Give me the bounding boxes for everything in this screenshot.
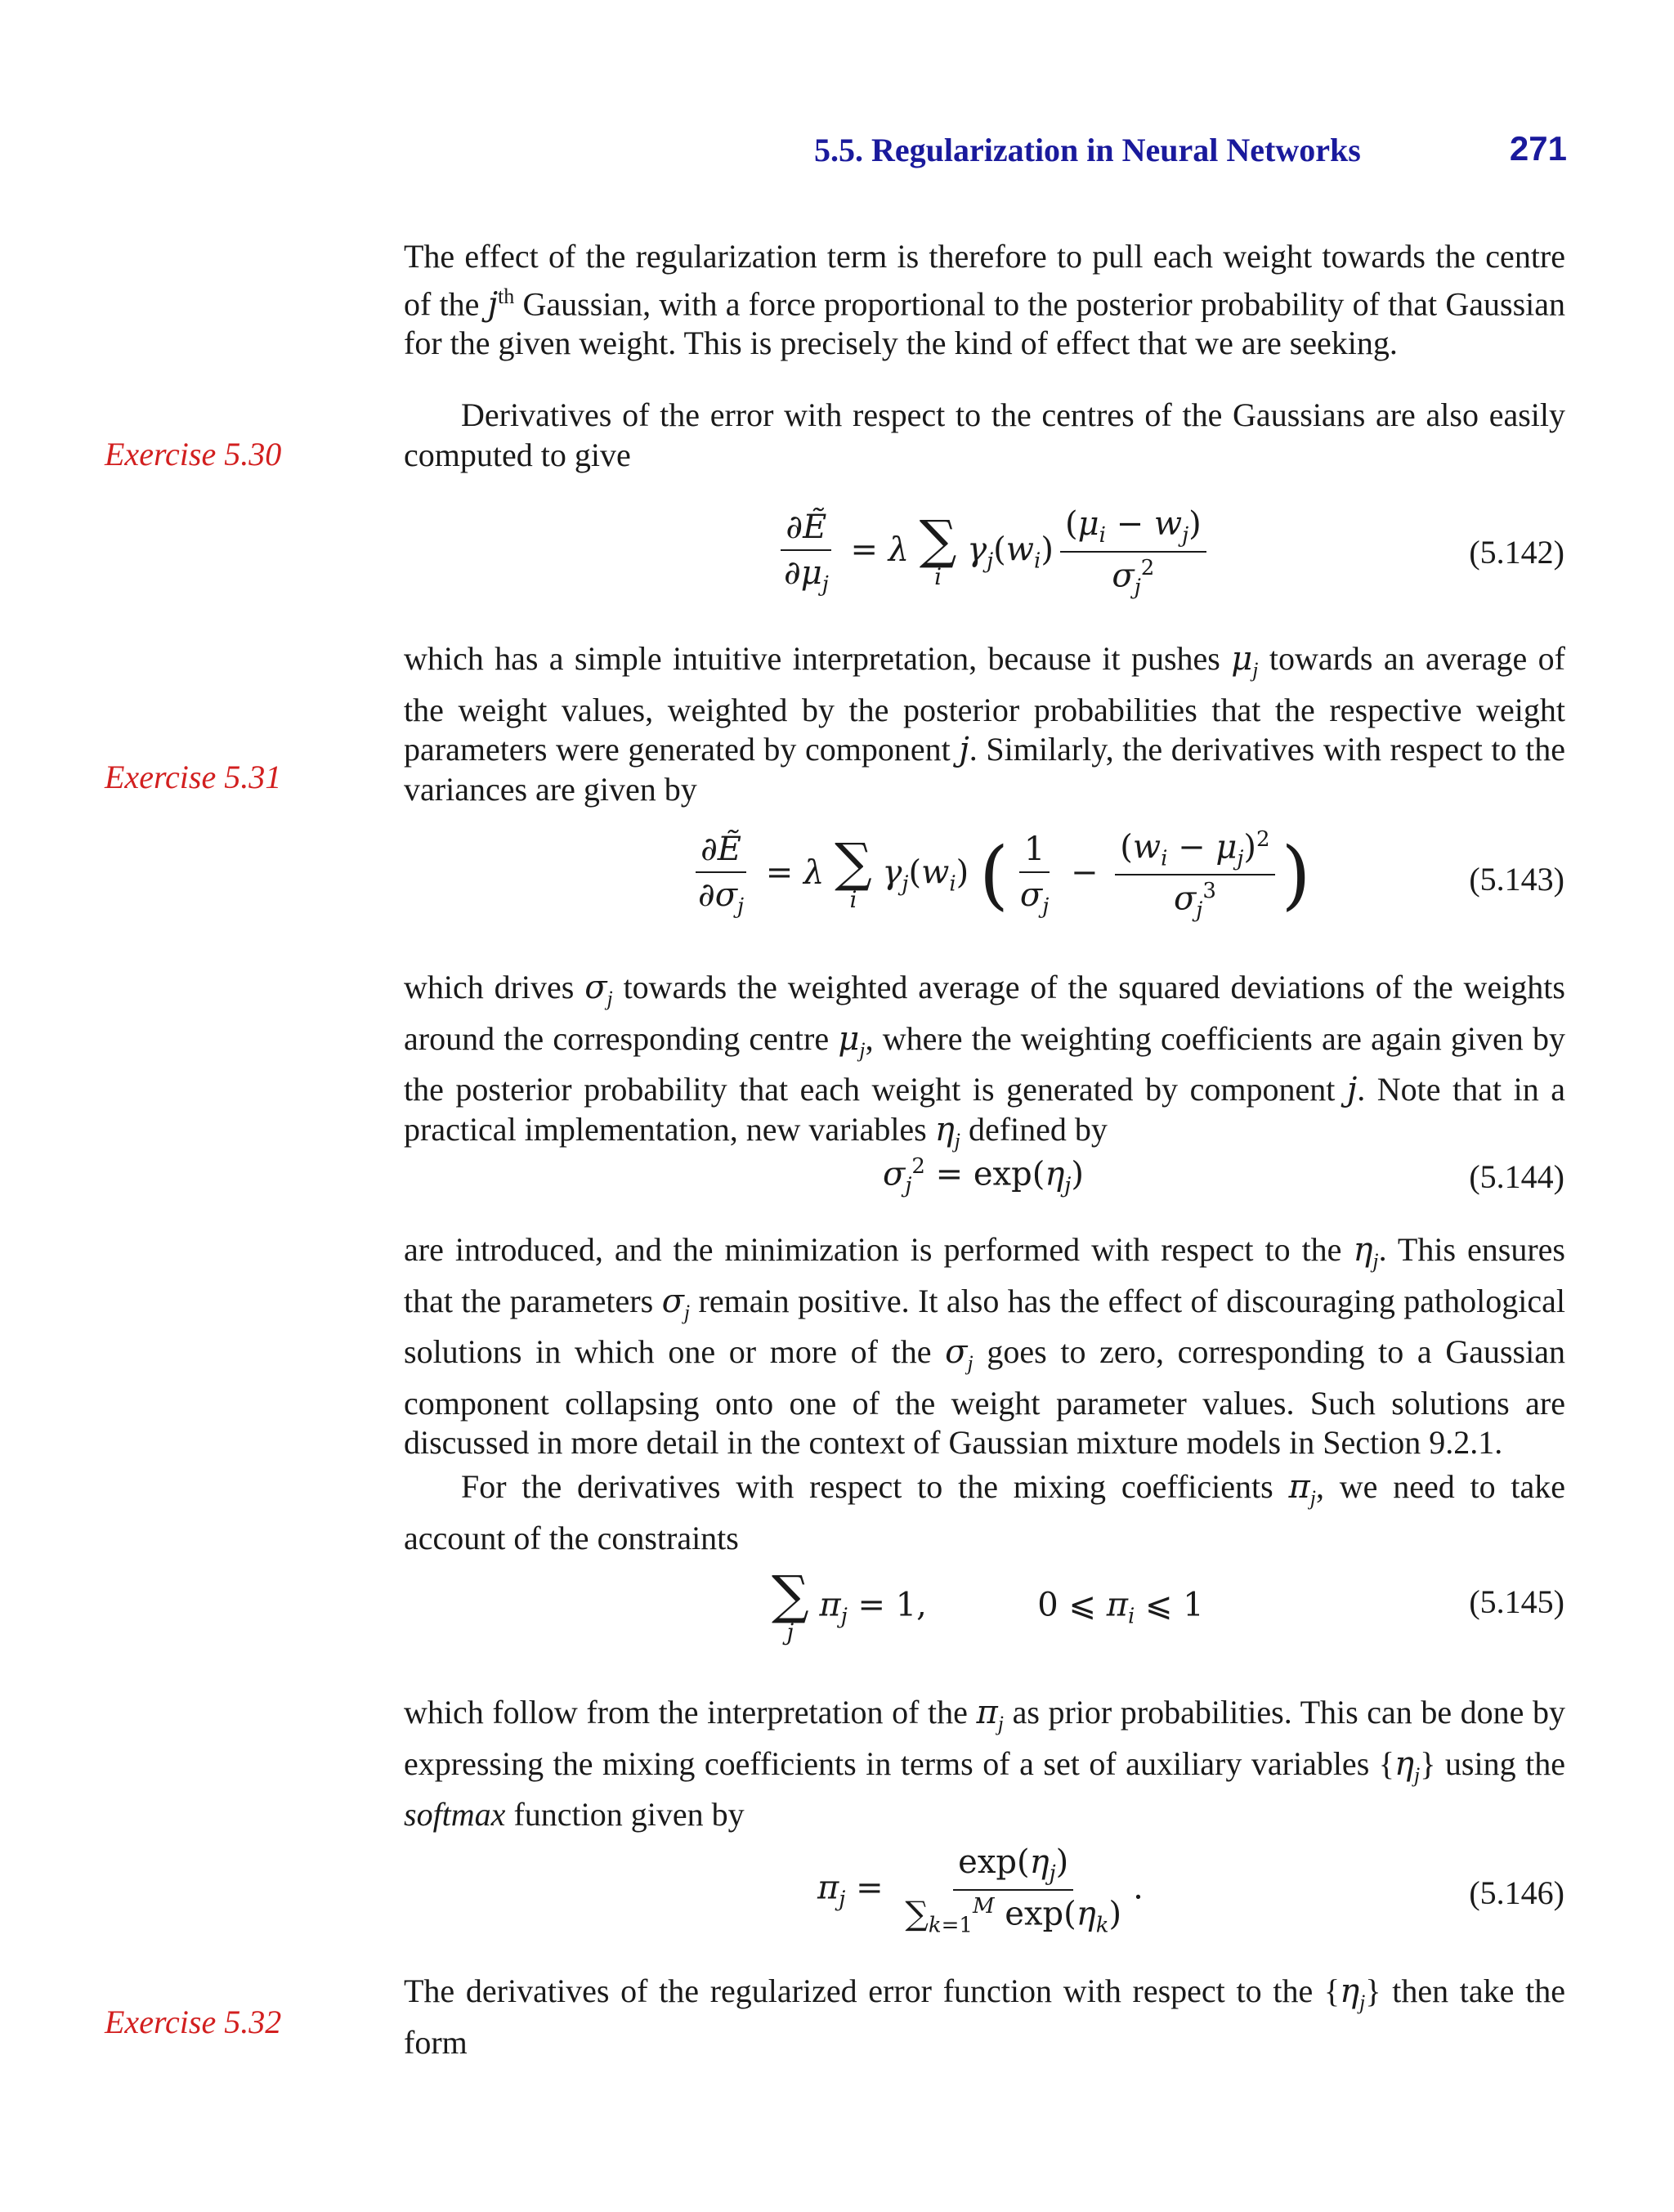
paragraph-5: are introduced, and the minimization is performed with respect to the $\eta_j$. This ensures that the parameters $\sigma_j$ remain positive. It also has the effect of discouraging pathological solutions in which one or more of the $\sigma_j$ goes to zero, corresponding to a Gaussian component collapsing onto one of the weight parameter values. Such solutions are discussed in more detail in the context of Gaussian mixture models in Section 9.2.1. (404, 1231, 1566, 1461)
equation-number-5-144: (5.144) (1469, 1158, 1564, 1195)
paragraph-7: which follow from the interpretation of the $\pi_j$ as prior probabilities. This can be done by expressing the mixing coefficients in terms of a set of auxiliary variables $\{\eta_j\}$ using the softmax function given by (404, 1694, 1565, 1833)
paragraph-6: For the derivatives with respect to the mixing coefficients $\pi_j$, we need to take account of the constraints (404, 1468, 1565, 1556)
equation-5-146: $\pi_j$ = $\frac{\exp(\eta_j)}{\sum_{k=1}^M \exp(\eta_k)}$ . (817, 1843, 1144, 1938)
paragraph-8: The derivatives of the regularized error function with respect to the $\{\eta_j\}$ then take the form (404, 1972, 1565, 2061)
equation-number-5-143: (5.143) (1469, 861, 1564, 898)
margin-note-exercise-531: Exercise 5.31 (105, 759, 282, 795)
margin-note-exercise-530: Exercise 5.30 (105, 436, 282, 472)
margin-note-exercise-532: Exercise 5.32 (105, 2004, 282, 2040)
page-number: 271 (1509, 129, 1567, 168)
equation-5-143: $\frac{\text{∂Ẽ}}{\partial\sigma_j}$ = λ ∑ i $\gamma_j(w_i)$ ( $\frac{1}{\sigma_j}$ − $\frac{(w_i - \mu_j)^2}{\sigma_j^3}$ ) (687, 827, 1310, 923)
equation-number-5-145: (5.145) (1469, 1583, 1564, 1620)
paragraph-4: which drives $\sigma_j$ towards the weighted average of the squared deviations of the weights around the corresponding centre $\mu_j$, where the weighting coefficients are again given by the posterior probability that each weight is generated by component j. Note that in a practical implementation, new variables $\eta_j$ defined by (404, 969, 1565, 1153)
equation-5-145: ∑ j $\pi_j = 1$, 0 ⩽ $\pi_i$ ⩽ 1 (772, 1565, 1204, 1646)
equation-5-144: $\sigma_j^2 = \exp(\eta_j)$ (883, 1154, 1084, 1198)
paragraph-3: which has a simple intuitive interpretation, because it pushes $\mu_j$ towards an average of the weight values, weighted by the posterior probabilities that the respective weight parameters were generated by component j. Similarly, the derivatives with respect to the variances are given by (404, 640, 1566, 808)
equation-number-5-146: (5.146) (1469, 1874, 1564, 1911)
equation-number-5-142: (5.142) (1469, 534, 1564, 571)
paragraph-1: The effect of the regularization term is therefore to pull each weight towards the centre of the $j^{th}$ Gaussian, with a force proportional to the posterior probability of that Gaussian for the given weight. This is precisely the kind of effect that we are seeking. (404, 238, 1566, 362)
paragraph-2: Derivatives of the error with respect to the centres of the Gaussians are also easily computed to give (404, 396, 1565, 473)
equation-5-142: $\frac{\text{∂Ẽ}}{\partial\mu_j}$ = λ ∑ i $\gamma_j(w_i)$ $\frac{(\mu_i - w_j)}{\sigma_j^2}$ (772, 505, 1213, 599)
running-header-title: 5.5. Regularization in Neural Networks (814, 132, 1361, 168)
